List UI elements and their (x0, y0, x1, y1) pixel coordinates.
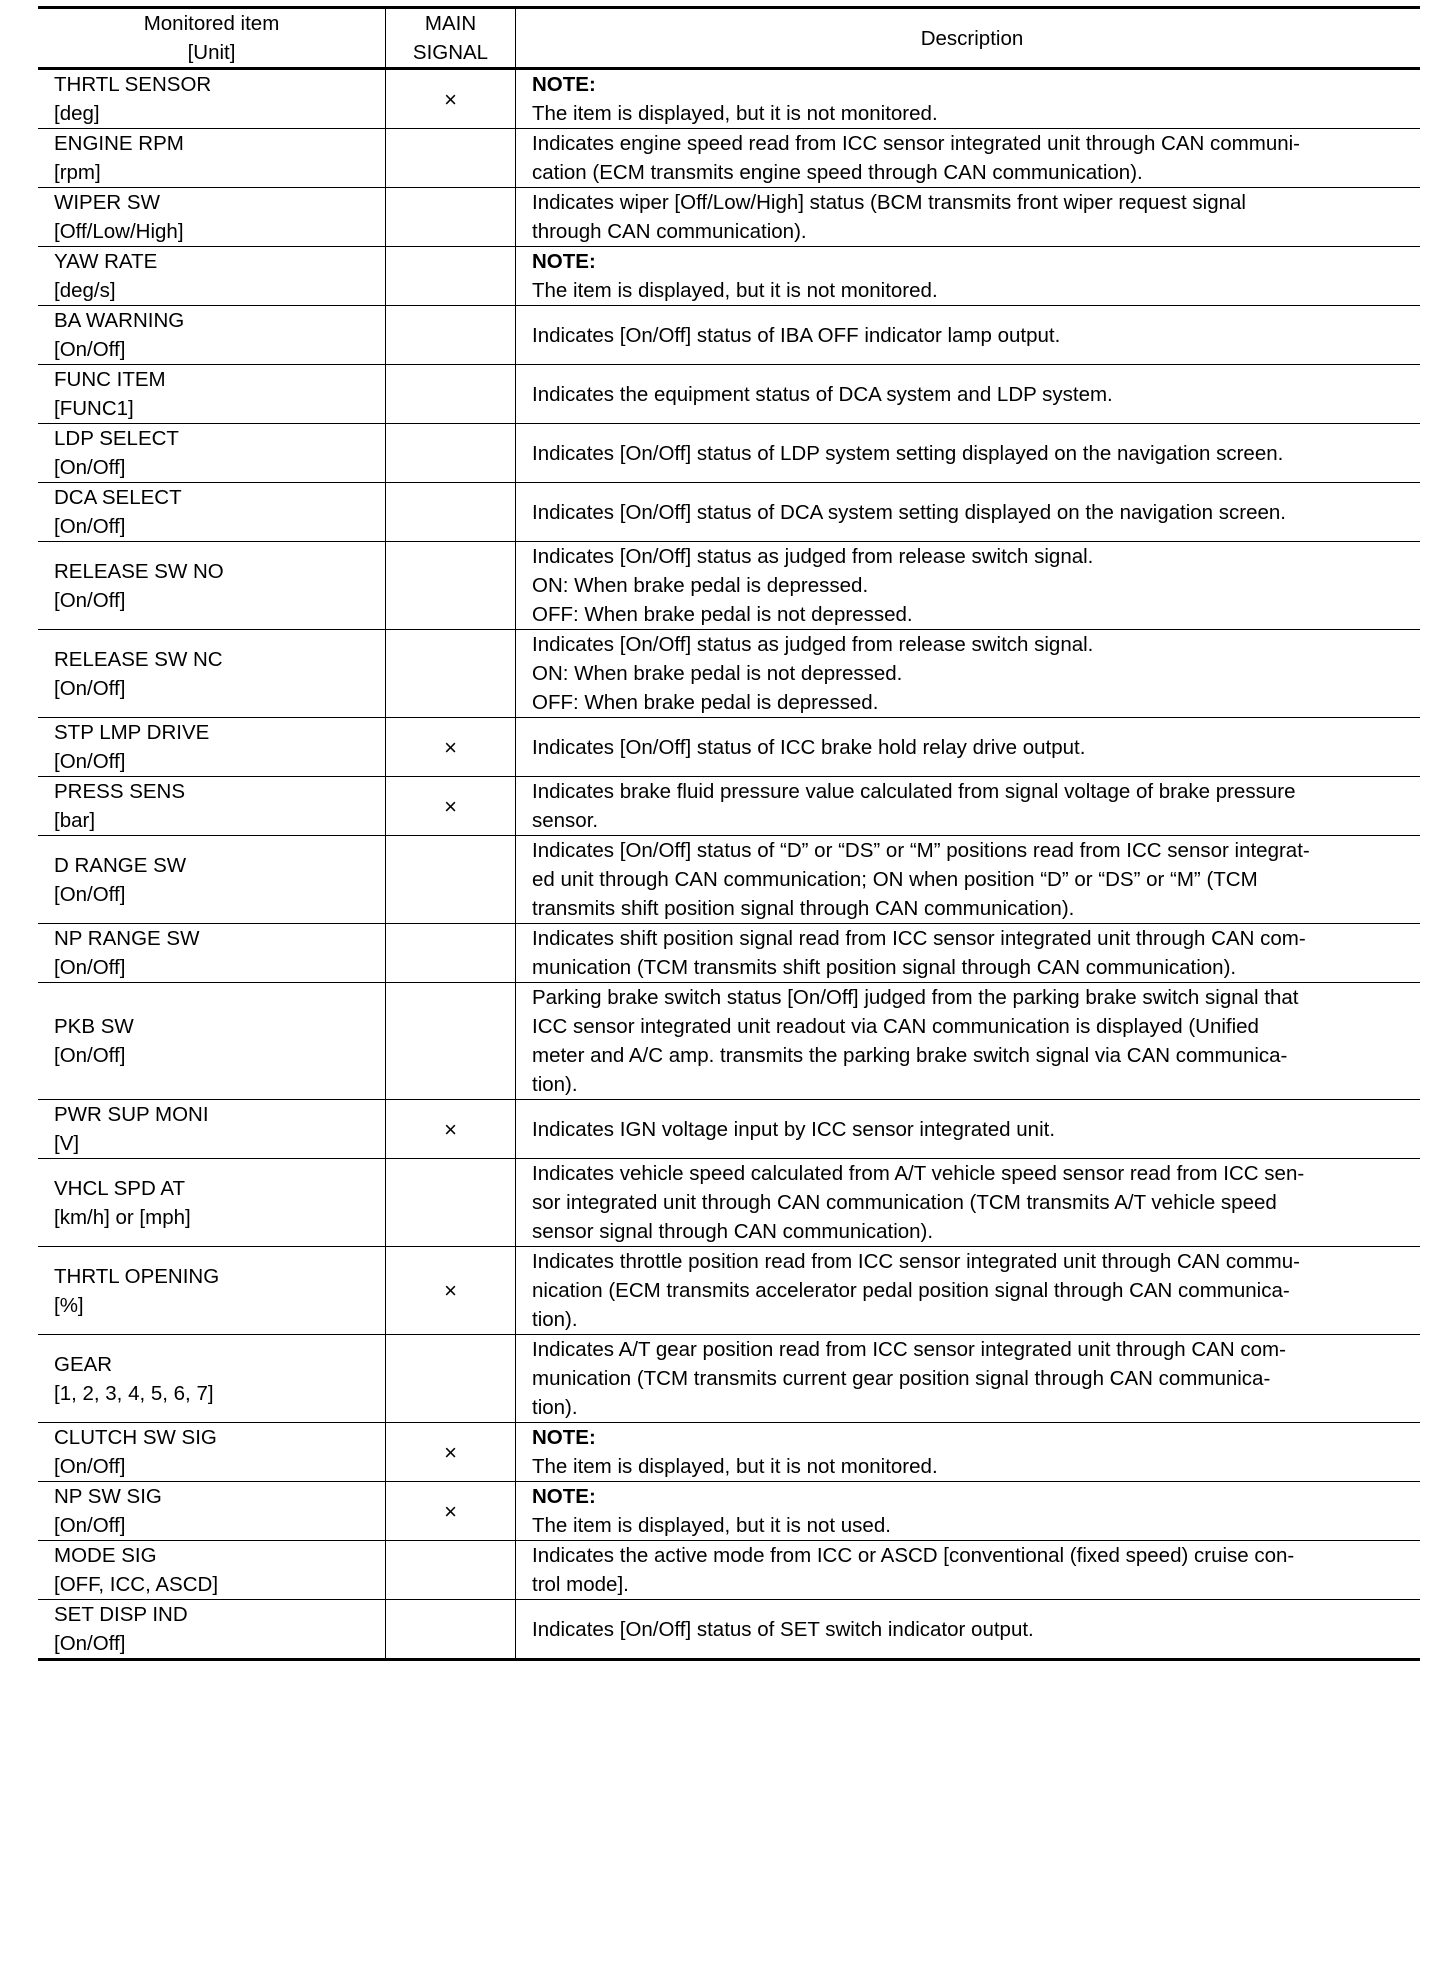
table-row (38, 247, 1420, 306)
main-signal-mark (386, 483, 516, 542)
description-cell (516, 1100, 1421, 1159)
header-monitored-item (38, 8, 386, 69)
description-line: Indicates brake fluid pressure value calculated from signal voltage of brake pressure (532, 780, 1296, 803)
monitored-item-name: GEAR (54, 1352, 113, 1376)
main-signal-mark (386, 542, 516, 630)
table-row (38, 1482, 1420, 1541)
monitored-item-cell (38, 306, 386, 365)
monitored-item-cell (38, 1335, 386, 1423)
monitored-item-name: PRESS SENS (54, 780, 186, 803)
monitored-item-name: RELEASE SW NC (54, 647, 223, 671)
table-row (38, 188, 1420, 247)
monitored-item-unit: [On/Off] (54, 1455, 126, 1478)
table-row (38, 69, 1420, 129)
description-cell (516, 483, 1421, 542)
description-line: tion). (532, 1396, 578, 1419)
main-signal-mark (386, 1541, 516, 1600)
description-line: sensor signal through CAN communication). (532, 1220, 934, 1243)
main-signal-mark: × (386, 1423, 516, 1482)
monitored-item-unit: [On/Off] (54, 882, 126, 906)
description-cell (516, 836, 1421, 924)
monitor-item-table (38, 6, 1420, 1661)
description-cell (516, 1482, 1421, 1541)
description-line: The item is displayed, but it is not monitored. (532, 279, 938, 302)
description-cell (516, 1600, 1421, 1660)
monitored-item-cell (38, 1423, 386, 1482)
main-signal-mark (386, 188, 516, 247)
table-row (38, 718, 1420, 777)
description-cell (516, 424, 1421, 483)
description-line: Indicates [On/Off] status as judged from release switch signal. (532, 545, 1094, 568)
description-cell (516, 777, 1421, 836)
description-cell (516, 1541, 1421, 1600)
monitored-item-name: CLUTCH SW SIG (54, 1426, 217, 1449)
monitored-item-cell (38, 365, 386, 424)
description-cell (516, 924, 1421, 983)
monitored-item-name: VHCL SPD AT (54, 1176, 186, 1200)
table-row (38, 1541, 1420, 1600)
monitored-item-cell (38, 483, 386, 542)
description-cell (516, 247, 1421, 306)
monitored-item-name: THRTL SENSOR (54, 73, 212, 96)
description-cell (516, 983, 1421, 1100)
monitored-item-unit: [V] (54, 1132, 80, 1155)
table-row (38, 1423, 1420, 1482)
table-body (38, 69, 1420, 1660)
main-signal-mark (386, 129, 516, 188)
main-signal-mark (386, 1335, 516, 1423)
main-signal-mark (386, 247, 516, 306)
description-line: Indicates shift position signal read from ICC sensor integrated unit through CAN com- (532, 927, 1306, 950)
table-row (38, 365, 1420, 424)
description-cell (516, 1335, 1421, 1423)
description-line: sensor. (532, 809, 599, 832)
monitored-item-name: RELEASE SW NO (54, 559, 224, 583)
main-signal-mark: × (386, 69, 516, 129)
description-line: Indicates throttle position read from ICC sensor integrated unit through CAN commu- (532, 1250, 1300, 1273)
description-line: through CAN communication). (532, 220, 807, 243)
description-line: Indicates [On/Off] status of IBA OFF indicator lamp output. (532, 323, 1061, 347)
monitored-item-unit: [On/Off] (54, 750, 126, 773)
monitored-item-name: STP LMP DRIVE (54, 721, 210, 744)
description-cell (516, 1247, 1421, 1335)
header-description: Description (516, 8, 1421, 69)
description-line: sor integrated unit through CAN communication (TCM transmits A/T vehicle speed (532, 1191, 1277, 1214)
description-cell (516, 718, 1421, 777)
description-line: Indicates the active mode from ICC or ASCD [conventional (fixed speed) cruise con- (532, 1544, 1295, 1567)
description-cell (516, 542, 1421, 630)
table-row (38, 983, 1420, 1100)
description-cell (516, 188, 1421, 247)
description-line: Indicates [On/Off] status of ICC brake hold relay drive output. (532, 735, 1086, 759)
description-cell (516, 306, 1421, 365)
description-line: ed unit through CAN communication; ON when position “D” or “DS” or “M” (TCM (532, 868, 1258, 891)
monitored-item-cell (38, 1482, 386, 1541)
description-cell (516, 69, 1421, 129)
monitored-item-unit: [On/Off] (54, 1044, 126, 1067)
monitored-item-name: WIPER SW (54, 191, 160, 214)
monitored-item-cell (38, 129, 386, 188)
description-line: Indicates [On/Off] status of LDP system setting displayed on the navigation screen. (532, 441, 1284, 465)
header-signal-label: SIGNAL (412, 41, 489, 64)
monitored-item-unit: [deg] (54, 102, 100, 125)
description-line: Indicates engine speed read from ICC sensor integrated unit through CAN communi- (532, 132, 1301, 155)
description-line: Indicates IGN voltage input by ICC sensor integrated unit. (532, 1117, 1056, 1141)
table-row (38, 1159, 1420, 1247)
description-cell (516, 365, 1421, 424)
monitored-item-unit: [rpm] (54, 161, 101, 184)
main-signal-mark (386, 306, 516, 365)
monitored-item-cell (38, 1100, 386, 1159)
description-line: Indicates [On/Off] status of DCA system setting displayed on the navigation screen. (532, 500, 1286, 524)
monitored-item-unit: [FUNC1] (54, 397, 134, 420)
main-signal-mark (386, 836, 516, 924)
monitored-item-cell (38, 1541, 386, 1600)
table-row (38, 630, 1420, 718)
header-unit-label: [Unit] (187, 41, 236, 64)
monitored-item-unit: [On/Off] (54, 588, 126, 612)
monitored-item-cell (38, 836, 386, 924)
header-row (38, 8, 1420, 69)
monitored-item-unit: [On/Off] (54, 456, 126, 479)
table-row (38, 1335, 1420, 1423)
description-cell (516, 129, 1421, 188)
monitored-item-unit: [On/Off] (54, 1632, 126, 1655)
description-line: Parking brake switch status [On/Off] judged from the parking brake switch signal that (532, 986, 1299, 1009)
main-signal-mark (386, 365, 516, 424)
monitored-item-cell (38, 1600, 386, 1660)
main-signal-mark: × (386, 1482, 516, 1541)
description-line: Indicates vehicle speed calculated from A/T vehicle speed sensor read from ICC sen- (532, 1162, 1305, 1185)
main-signal-mark (386, 1159, 516, 1247)
table-row (38, 1600, 1420, 1660)
table-row (38, 1247, 1420, 1335)
note-label: NOTE: (532, 250, 596, 273)
monitored-item-cell (38, 247, 386, 306)
description-line: transmits shift position signal through CAN communication). (532, 897, 1075, 920)
description-line: Indicates [On/Off] status as judged from release switch signal. (532, 633, 1094, 656)
monitored-item-cell (38, 924, 386, 983)
description-cell (516, 630, 1421, 718)
description-line: ICC sensor integrated unit readout via CAN communication is displayed (Unified (532, 1015, 1259, 1038)
table-row (38, 1100, 1420, 1159)
monitored-item-unit: [deg/s] (54, 279, 116, 302)
note-label: NOTE: (532, 1426, 596, 1449)
monitored-item-unit: [On/Off] (54, 515, 126, 538)
description-line: The item is displayed, but it is not monitored. (532, 1455, 938, 1478)
description-line: Indicates [On/Off] status of SET switch indicator output. (532, 1617, 1034, 1641)
header-main-label: MAIN (424, 12, 477, 35)
description-line: trol mode]. (532, 1573, 629, 1596)
note-label: NOTE: (532, 1485, 596, 1508)
main-signal-mark: × (386, 1100, 516, 1159)
description-line: ON: When brake pedal is depressed. (532, 574, 869, 597)
monitored-item-name: LDP SELECT (54, 427, 179, 450)
monitored-item-name: D RANGE SW (54, 853, 187, 877)
description-line: ON: When brake pedal is not depressed. (532, 662, 903, 685)
monitored-item-cell (38, 718, 386, 777)
description-line: munication (TCM transmits current gear position signal through CAN communica- (532, 1367, 1271, 1390)
description-line: tion). (532, 1073, 578, 1096)
table-row (38, 424, 1420, 483)
monitored-item-unit: [On/Off] (54, 1514, 126, 1537)
monitored-item-unit: [%] (54, 1293, 84, 1317)
monitored-item-name: BA WARNING (54, 309, 185, 332)
description-line: Indicates the equipment status of DCA system and LDP system. (532, 382, 1113, 406)
description-line: OFF: When brake pedal is depressed. (532, 691, 879, 714)
monitored-item-name: THRTL OPENING (54, 1264, 220, 1288)
monitored-item-name: NP RANGE SW (54, 927, 200, 950)
description-line: nication (ECM transmits accelerator pedal position signal through CAN communica- (532, 1279, 1290, 1302)
monitored-item-cell (38, 777, 386, 836)
monitored-item-unit: [OFF, ICC, ASCD] (54, 1573, 219, 1596)
table-row (38, 306, 1420, 365)
monitored-item-name: FUNC ITEM (54, 368, 166, 391)
main-signal-mark (386, 630, 516, 718)
main-signal-mark (386, 924, 516, 983)
note-label: NOTE: (532, 73, 596, 96)
description-line: cation (ECM transmits engine speed through CAN communication). (532, 161, 1143, 184)
main-signal-mark: × (386, 718, 516, 777)
monitored-item-cell (38, 630, 386, 718)
main-signal-mark (386, 983, 516, 1100)
description-line: meter and A/C amp. transmits the parking brake switch signal via CAN communica- (532, 1044, 1288, 1067)
monitored-item-cell (38, 69, 386, 129)
header-main-signal (386, 8, 516, 69)
main-signal-mark: × (386, 777, 516, 836)
table-row (38, 777, 1420, 836)
monitored-item-cell (38, 188, 386, 247)
table-row (38, 483, 1420, 542)
monitored-item-name: SET DISP IND (54, 1603, 188, 1626)
table-header (38, 8, 1420, 69)
monitored-item-unit: [Off/Low/High] (54, 220, 184, 243)
monitored-item-name: MODE SIG (54, 1544, 157, 1567)
description-line: Indicates A/T gear position read from ICC sensor integrated unit through CAN com- (532, 1338, 1286, 1361)
description-line: munication (TCM transmits shift position signal through CAN communication). (532, 956, 1237, 979)
table-row (38, 924, 1420, 983)
monitored-item-cell (38, 424, 386, 483)
description-line: The item is displayed, but it is not monitored. (532, 102, 938, 125)
description-line: The item is displayed, but it is not used. (532, 1514, 891, 1537)
monitored-item-unit: [1, 2, 3, 4, 5, 6, 7] (54, 1381, 214, 1405)
description-cell (516, 1423, 1421, 1482)
monitored-item-cell (38, 542, 386, 630)
monitored-item-cell (38, 983, 386, 1100)
monitored-item-name: PWR SUP MONI (54, 1103, 209, 1126)
main-signal-mark: × (386, 1247, 516, 1335)
table-row (38, 836, 1420, 924)
monitored-item-name: PKB SW (54, 1015, 134, 1038)
main-signal-mark (386, 424, 516, 483)
monitored-item-unit: [On/Off] (54, 338, 126, 361)
description-line: Indicates wiper [Off/Low/High] status (BCM transmits front wiper request signal (532, 191, 1246, 214)
monitored-item-name: YAW RATE (54, 250, 158, 273)
description-cell (516, 1159, 1421, 1247)
monitored-item-name: DCA SELECT (54, 486, 182, 509)
description-line: Indicates [On/Off] status of “D” or “DS” or “M” positions read from ICC sensor integrat- (532, 839, 1310, 862)
monitored-item-name: ENGINE RPM (54, 132, 184, 155)
monitored-item-unit: [bar] (54, 809, 96, 832)
description-line: OFF: When brake pedal is not depressed. (532, 603, 913, 626)
table-row (38, 129, 1420, 188)
main-signal-mark (386, 1600, 516, 1660)
monitored-item-cell (38, 1247, 386, 1335)
table-row (38, 542, 1420, 630)
header-monitored-item-label: Monitored item (143, 12, 280, 35)
monitored-item-unit: [On/Off] (54, 956, 126, 979)
description-line: tion). (532, 1308, 578, 1331)
monitored-item-name: NP SW SIG (54, 1485, 162, 1508)
monitored-item-cell (38, 1159, 386, 1247)
monitored-item-unit: [km/h] or [mph] (54, 1205, 191, 1229)
monitored-item-unit: [On/Off] (54, 676, 126, 700)
